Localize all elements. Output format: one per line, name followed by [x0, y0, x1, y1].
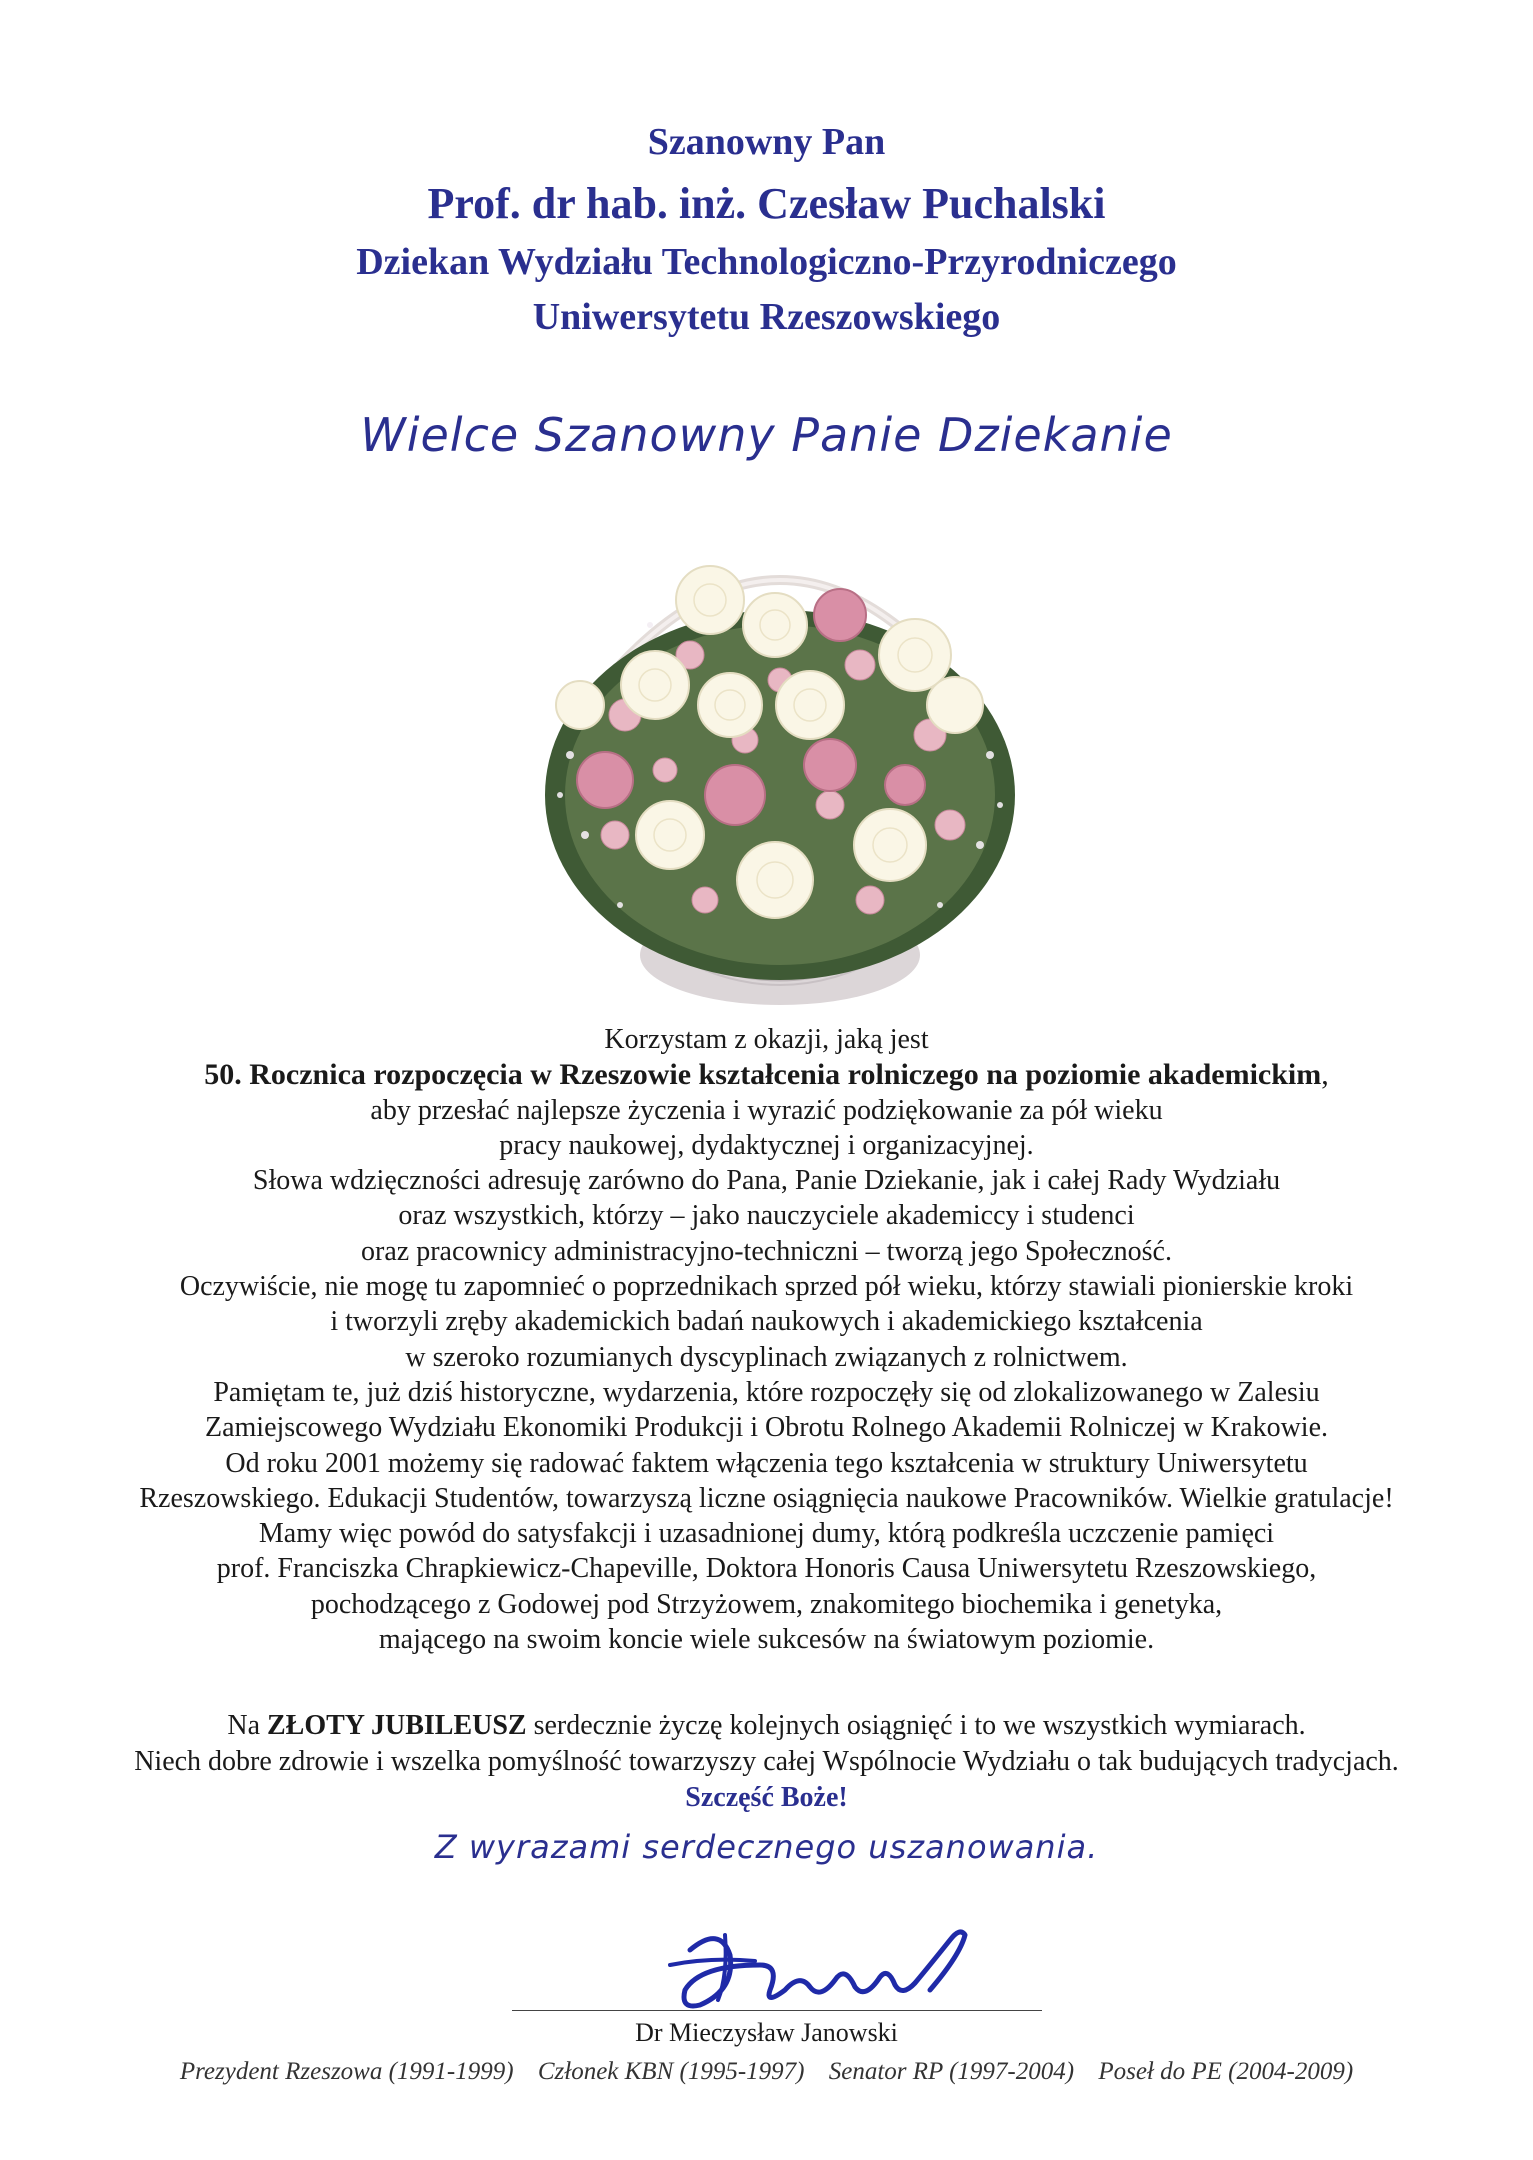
- jubilee-wishes: Na ZŁOTY JUBILEUSZ serdecznie życzę kolejnych osiągnięć i to we wszystkich wymiarach.: [227, 1710, 1306, 1741]
- position-item: Prezydent Rzeszowa (1991-1999): [179, 2058, 514, 2085]
- flower-basket-image: [530, 505, 1030, 1015]
- body-line: aby przesłać najlepsze życzenia i wyrazić podziękowanie za pół wieku: [370, 1094, 1163, 1126]
- signer-name: Dr Mieczysław Janowski: [635, 2018, 898, 2047]
- addressee-greeting: Szanowny Pan: [647, 121, 886, 163]
- body-line: i tworzyli zręby akademickich badań naukowych i akademickiego kształcenia: [330, 1306, 1203, 1338]
- body-line: Oczywiście, nie mogę tu zapomnieć o poprzednikach sprzed pół wieku, którzy stawiali pionierskie kroki: [179, 1271, 1354, 1303]
- body-line: oraz wszystkich, którzy – jako nauczyciele akademiccy i studenci: [398, 1200, 1135, 1232]
- body-line: pochodzącego z Godowej pod Strzyżowem, znakomitego biochemika i genetyka,: [310, 1588, 1223, 1620]
- addressee-university: Uniwersytetu Rzeszowskiego: [532, 296, 1001, 338]
- position-item: Członek KBN (1995-1997): [537, 2058, 805, 2085]
- body-line: Korzystam z okazji, jaką jest: [604, 1024, 929, 1055]
- body-line: Mamy więc powód do satysfakcji i uzasadnionej dumy, którą podkreśla uczczenie pamięci: [258, 1518, 1275, 1550]
- body-line: Od roku 2001 możemy się radować faktem włączenia tego kształcenia w struktury Uniwersytetu: [225, 1447, 1308, 1479]
- golden-jubilee-label: ZŁOTY JUBILEUSZ: [267, 1710, 527, 1741]
- body-line: Rzeszowskiego. Edukacji Studentów, towarzyszą liczne osiągnięcia naukowe Pracowników. Wielkie gratulacje!: [139, 1482, 1394, 1514]
- closing-line: Niech dobre zdrowie i wszelka pomyślność towarzyszy całej Wspólnocie Wydziału o tak budujących tradycjach.: [134, 1746, 1399, 1777]
- body-line: Pamiętam te, już dziś historyczne, wydarzenia, które rozpoczęły się od zlokalizowanego w Zalesiu: [213, 1376, 1320, 1408]
- body-line: prof. Franciszka Chrapkiewicz-Chapeville, Doktora Honoris Causa Uniwersytetu Rzeszowskiego,: [216, 1553, 1317, 1585]
- signature-line: [512, 2010, 1042, 2011]
- salutation: Wielce Szanowny Panie Dziekanie: [360, 408, 1173, 462]
- body-line: mającego na swoim koncie wiele sukcesów na światowym poziomie.: [378, 1624, 1155, 1656]
- body-line: w szeroko rozumianych dyscyplinach związanych z rolnictwem.: [405, 1341, 1128, 1373]
- addressee-name: Prof. dr hab. inż. Czesław Puchalski: [427, 179, 1106, 228]
- position-item: Poseł do PE (2004-2009): [1098, 2058, 1354, 2085]
- body-line: pracy naukowej, dydaktycznej i organizacyjnej.: [499, 1129, 1034, 1161]
- letter-closing: [60, 1708, 1473, 1816]
- body-line: oraz pracownicy administracyjno-techniczni – tworzą jego Społeczność.: [361, 1235, 1172, 1267]
- anniversary-headline: 50. Rocznica rozpoczęcia w Rzeszowie kształcenia rolniczego na poziomie akademickim,: [204, 1058, 1329, 1092]
- regards: Z wyrazami serdecznego uszanowania.: [434, 1828, 1099, 1866]
- blessing: Szczęść Boże!: [685, 1782, 848, 1813]
- letter-body: [60, 1022, 1473, 1657]
- position-item: Senator RP (1997-2004): [828, 2058, 1075, 2085]
- signer-positions: [0, 2058, 1533, 2086]
- handwritten-signature: [630, 1895, 1010, 2015]
- addressee-title: Dziekan Wydziału Technologiczno-Przyrodniczego: [356, 241, 1177, 283]
- body-line: Zamiejscowego Wydziału Ekonomiki Produkcji i Obrotu Rolnego Akademii Rolniczej w Krakowie.: [204, 1412, 1329, 1444]
- body-line: Słowa wdzięczności adresuję zarówno do Pana, Panie Dziekanie, jak i całej Rady Wydziału: [252, 1165, 1281, 1197]
